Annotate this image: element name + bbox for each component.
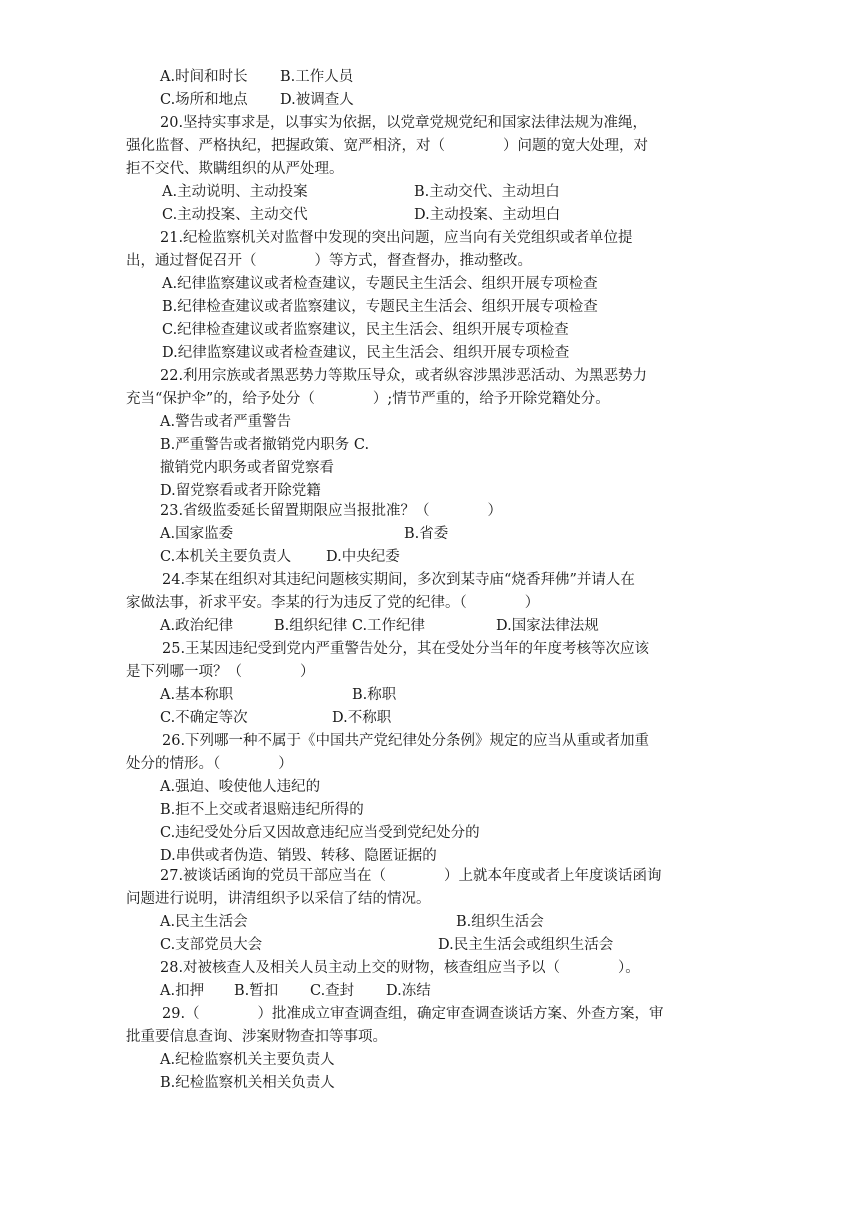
question-25: 25.王某因违纪受到党内严重警告处分，其在受处分当年的年度考核等次应该 [162,641,650,657]
option-d: D.串供或者伪造、销毁、转移、隐匿证据的 [160,848,437,864]
option-d: D.留党察看或者开除党籍 [160,483,321,499]
question-text-line: 充当“保护伞”的，给予处分（ ）;情节严重的，给予开除党籍处分。 [126,391,610,407]
option-b: B.组织生活会 [456,914,544,930]
question-28: 28.对被核查人及相关人员主动上交的财物，核查组应当予以（ ）。 [160,960,640,976]
option-b: B.省委 [404,526,449,542]
option-c: 撤销党内职务或者留党察看 [160,460,334,476]
option-b: B.称职 [352,687,397,703]
question-21: 21.纪检监察机关对监督中发现的突出问题，应当向有关党组织或者单位提 [160,230,633,246]
option-b: B.工作人员 [280,69,354,85]
option-c: C.本机关主要负责人 [160,549,292,565]
option-a: A.强迫、唆使他人违纪的 [160,779,321,795]
option-a: A.纪检监察机关主要负责人 [160,1052,335,1068]
option-a: A.纪律监察建议或者检查建议，专题民主生活会、组织开展专项检查 [162,276,598,292]
question-29: 29.（ ）批准成立审查调查组，确定审查调查谈话方案、外查方案，审 [162,1006,664,1022]
question-text-line: 拒不交代、欺瞒组织的从严处理。 [126,161,344,177]
question-27: 27.被谈话函询的党员干部应当在（ ）上就本年度或者上年度谈话函询 [160,868,662,884]
option-b: B.主动交代、主动坦白 [414,184,560,200]
option-d: D.主动投案、主动坦白 [414,207,561,223]
question-text-line: 处分的情形。（ ） [126,756,293,772]
option-a: A.扣押 [160,983,205,999]
question-text-line: 是下列哪一项？（ ） [126,664,315,680]
option-a: A.时间和时长 [160,69,248,85]
option-a: A.基本称职 [160,687,234,703]
question-text-line: 强化监督、严格执纪，把握政策、宽严相济，对（ ）问题的宽大处理，对 [126,138,648,154]
option-a: A.主动说明、主动投案 [162,184,308,200]
question-text-line: 家做法事，祈求平安。李某的行为违反了党的纪律。（ ） [126,595,540,611]
option-c: C.主动投案、主动交代 [162,207,308,223]
option-d: D.国家法律法规 [496,618,599,634]
question-text-line: 批重要信息查询、涉案财物查扣等事项。 [126,1029,387,1045]
option-d: D.民主生活会或组织生活会 [438,937,614,953]
option-c: C.纪律检查建议或者监察建议，民主生活会、组织开展专项检查 [162,322,569,338]
question-26: 26.下列哪一种不属于《中国共产党纪律处分条例》规定的应当从重或者加重 [162,733,650,749]
option-c: C.查封 [310,983,355,999]
question-22: 22.利用宗族或者黑恶势力等欺压导众，或者纵容涉黑涉恶活动、为黑恶势力 [160,368,648,384]
option-d: D.不称职 [332,710,392,726]
option-b-c: B.组织纪律 C.工作纪律 [274,618,426,634]
question-24: 24.李某在组织对其违纪问题核实期间，多次到某寺庙“烧香拜佛”并请人在 [162,572,635,588]
option-c: C.不确定等次 [160,710,248,726]
option-a: A.民主生活会 [160,914,248,930]
option-a: A.警告或者严重警告 [160,414,292,430]
option-c: C.支部党员大会 [160,937,263,953]
question-text-line: 出，通过督促召开（ ）等方式，督查督办，推动整改。 [126,253,532,269]
question-23: 23.省级监委延长留置期限应当报批准？（ ） [160,503,503,519]
option-c: C.违纪受处分后又因故意违纪应当受到党纪处分的 [160,825,480,841]
option-d: D.冻结 [386,983,431,999]
option-d: D.纪律监察建议或者检查建议，民主生活会、组织开展专项检查 [162,345,570,361]
option-b: B.拒不上交或者退赔违纪所得的 [160,802,364,818]
option-b: B.严重警告或者撤销党内职务 C. [160,437,370,453]
option-c: C.场所和地点 [160,92,248,108]
option-b: B.暂扣 [234,983,279,999]
question-text-line: 问题进行说明，讲清组织予以采信了结的情况。 [126,891,431,907]
option-a: A.国家监委 [160,526,234,542]
option-d: D.被调查人 [280,92,354,108]
question-20: 20.坚持实事求是，以事实为依据，以党章党规党纪和国家法律法规为准绳， [160,115,648,131]
option-b: B.纪检监察机关相关负责人 [160,1075,335,1091]
option-d: D.中央纪委 [326,549,400,565]
option-b: B.纪律检查建议或者监察建议，专题民主生活会、组织开展专项检查 [162,299,598,315]
option-a: A.政治纪律 [160,618,234,634]
